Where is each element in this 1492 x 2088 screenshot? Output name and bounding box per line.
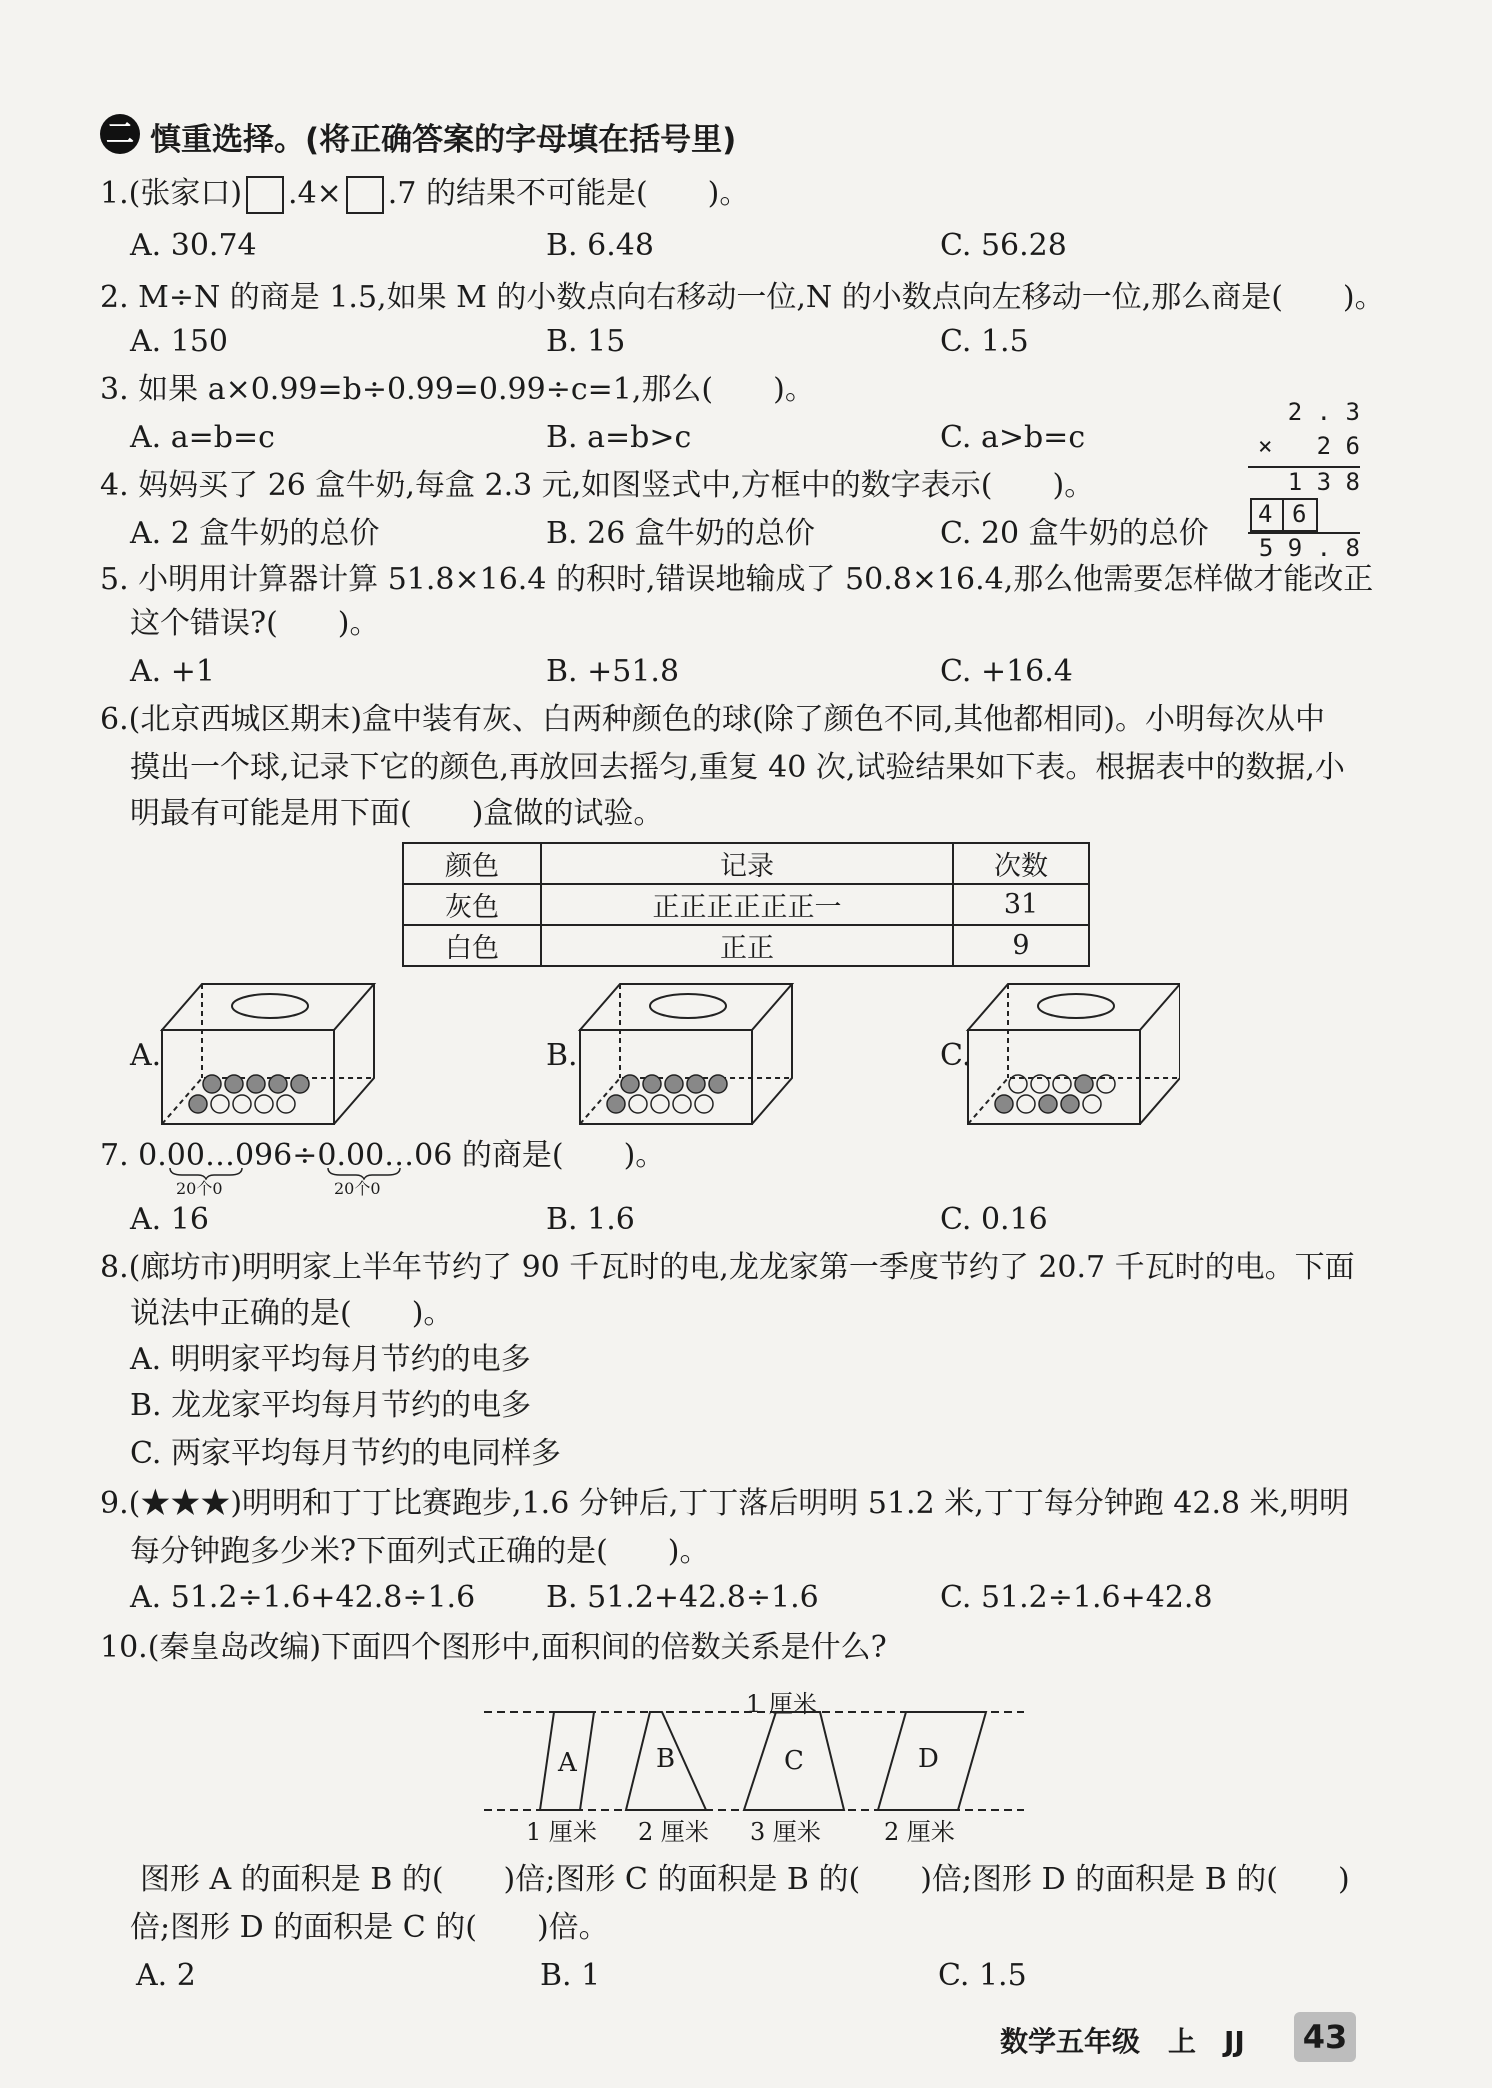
- table-cell: 白色: [403, 925, 541, 966]
- q5-option-b[interactable]: B. +51.8: [546, 654, 680, 689]
- q7-brace-label-2: 20个0: [334, 1179, 381, 1198]
- calc-answer-box: [1250, 498, 1318, 532]
- q6-option-a[interactable]: A.: [130, 1038, 162, 1073]
- q9-stem-line-2: 每分钟跑多少米?下面列式正确的是( )。: [130, 1534, 710, 1569]
- q1-option-c[interactable]: C. 56.28: [940, 228, 1067, 263]
- q2-option-b[interactable]: B. 15: [546, 324, 626, 359]
- q9-option-c[interactable]: C. 51.2÷1.6+42.8: [940, 1580, 1213, 1615]
- q1-option-b[interactable]: B. 6.48: [546, 228, 654, 263]
- page-number: 43: [1294, 2012, 1356, 2062]
- q10-option-c[interactable]: C. 1.5: [938, 1958, 1027, 1993]
- q2-stem: 2. M÷N 的商是 1.5,如果 M 的小数点向右移动一位,N 的小数点向左移动一位,那么商是( )。: [100, 280, 1385, 315]
- section-number-badge: 二: [100, 114, 140, 154]
- q1-suffix: .7 的结果不可能是( )。: [387, 176, 750, 211]
- q7-option-a[interactable]: A. 16: [130, 1202, 209, 1237]
- q1-middle: .4×: [288, 176, 342, 211]
- q8-option-b[interactable]: B. 龙龙家平均每月节约的电多: [130, 1388, 532, 1423]
- q8-option-c[interactable]: C. 两家平均每月节约的电同样多: [130, 1436, 561, 1471]
- q5-option-c[interactable]: C. +16.4: [940, 654, 1073, 689]
- q9-stem-line-1: 9.(★★★)明明和丁丁比赛跑步,1.6 分钟后,丁丁落后明明 51.2 米,丁丁每分钟跑 42.8 米,明明: [100, 1486, 1350, 1521]
- q10-stem: 10.(秦皇岛改编)下面四个图形中,面积间的倍数关系是什么?: [100, 1630, 887, 1665]
- shape-c-base-label: 3 厘米: [750, 1818, 821, 1846]
- table-cell: 正正: [541, 925, 953, 966]
- q8-option-a[interactable]: A. 明明家平均每月节约的电多: [130, 1342, 531, 1377]
- box-c-illustration: [968, 984, 1180, 1124]
- table-cell: 灰色: [403, 884, 541, 925]
- table-row: [403, 884, 1089, 925]
- q10-option-a[interactable]: A. 2: [136, 1958, 196, 1993]
- box-b-illustration: [580, 984, 792, 1124]
- q4-option-a[interactable]: A. 2 盒牛奶的总价: [130, 516, 380, 551]
- q3-option-b[interactable]: B. a=b>c: [546, 420, 692, 455]
- q7-option-c[interactable]: C. 0.16: [940, 1202, 1048, 1237]
- q6-stem-line-2: 摸出一个球,记录下它的颜色,再放回去摇匀,重复 40 次,试验结果如下表。根据表中的数据,小: [130, 750, 1345, 785]
- q7-stem: 7. 0.00…096÷0.00…06 的商是( )。: [100, 1138, 666, 1173]
- q10-shapes-figure: [484, 1684, 1024, 1844]
- q6-record-table: [402, 842, 1090, 967]
- calc-row-result: 5 9 . 8: [1258, 534, 1360, 562]
- table-header-cell: 颜色: [403, 843, 541, 884]
- q8-stem-line-2: 说法中正确的是( )。: [130, 1296, 454, 1331]
- q5-stem-line-2: 这个错误?( )。: [130, 606, 380, 641]
- q1-stem: [100, 174, 749, 214]
- shape-a-label: A: [558, 1748, 577, 1778]
- calc-row-partial-1: 1 3 8: [1287, 468, 1360, 496]
- q10-option-b[interactable]: B. 1: [540, 1958, 601, 1993]
- table-row: [403, 925, 1089, 966]
- q1-blank-box-1: [246, 176, 284, 214]
- q7-brace-label-1: 20个0: [176, 1179, 223, 1198]
- calc-row-multiplicand: 2 . 3: [1287, 398, 1360, 426]
- q10-height-label: 1 厘米: [746, 1690, 817, 1718]
- shape-d-base-label: 2 厘米: [884, 1818, 955, 1846]
- q9-option-a[interactable]: A. 51.2÷1.6+42.8÷1.6: [130, 1580, 476, 1615]
- q3-stem: 3. 如果 a×0.99=b÷0.99=0.99÷c=1,那么( )。: [100, 372, 815, 407]
- shape-b-label: B: [656, 1744, 676, 1774]
- q3-option-c[interactable]: C. a>b=c: [940, 420, 1086, 455]
- table-header-cell: 记录: [541, 843, 953, 884]
- q6-option-c[interactable]: C.: [940, 1038, 972, 1073]
- q10-blanks-line-2: 倍;图形 D 的面积是 C 的( )倍。: [130, 1910, 609, 1945]
- calc-box-digit-2: 6: [1282, 500, 1306, 530]
- table-cell: 正正正正正正一: [541, 884, 953, 925]
- calc-row-multiplier: 2 6: [1316, 432, 1360, 460]
- q2-option-c[interactable]: C. 1.5: [940, 324, 1029, 359]
- q6-ball-boxes-figure: [160, 980, 1180, 1130]
- footer-subject: 数学五年级 上 JJ: [1000, 2025, 1245, 2058]
- q4-vertical-calculation: [1240, 398, 1364, 566]
- q4-option-c[interactable]: C. 20 盒牛奶的总价: [940, 516, 1209, 551]
- q6-stem-line-1: 6.(北京西城区期末)盒中装有灰、白两种颜色的球(除了颜色不同,其他都相同)。小明每次从中: [100, 702, 1325, 737]
- table-header-cell: 次数: [953, 843, 1089, 884]
- section-title: 慎重选择。(将正确答案的字母填在括号里): [150, 122, 737, 158]
- table-cell: 9: [953, 925, 1089, 966]
- q7-option-b[interactable]: B. 1.6: [546, 1202, 635, 1237]
- q6-option-b[interactable]: B.: [546, 1038, 578, 1073]
- box-a-illustration: [162, 984, 374, 1124]
- table-cell: 31: [953, 884, 1089, 925]
- shape-a-base-label: 1 厘米: [526, 1818, 597, 1846]
- shape-b-base-label: 2 厘米: [638, 1818, 709, 1846]
- shape-d-label: D: [918, 1744, 939, 1774]
- calc-multiply-sign: ×: [1258, 432, 1273, 460]
- q1-prefix: 1.(张家口): [100, 176, 243, 211]
- q4-stem: 4. 妈妈买了 26 盒牛奶,每盒 2.3 元,如图竖式中,方框中的数字表示( )。: [100, 468, 1095, 503]
- calc-box-digit-1: 4: [1258, 500, 1273, 528]
- q5-stem-line-1: 5. 小明用计算器计算 51.8×16.4 的积时,错误地输成了 50.8×16.4,那么他需要怎样做才能改正: [100, 562, 1374, 597]
- q5-option-a[interactable]: A. +1: [130, 654, 215, 689]
- q3-option-a[interactable]: A. a=b=c: [130, 420, 275, 455]
- q8-stem-line-1: 8.(廊坊市)明明家上半年节约了 90 千瓦时的电,龙龙家第一季度节约了 20.7 千瓦时的电。下面: [100, 1250, 1355, 1285]
- q9-option-b[interactable]: B. 51.2+42.8÷1.6: [546, 1580, 819, 1615]
- q2-option-a[interactable]: A. 150: [130, 324, 228, 359]
- q1-option-a[interactable]: A. 30.74: [130, 228, 257, 263]
- q6-stem-line-3: 明最有可能是用下面( )盒做的试验。: [130, 796, 664, 831]
- table-header-row: [403, 843, 1089, 884]
- q1-blank-box-2: [346, 176, 384, 214]
- shape-c-label: C: [784, 1746, 804, 1776]
- q10-blanks-line-1: 图形 A 的面积是 B 的( )倍;图形 C 的面积是 B 的( )倍;图形 D 的面积是 B 的( ): [140, 1862, 1350, 1897]
- q4-option-b[interactable]: B. 26 盒牛奶的总价: [546, 516, 815, 551]
